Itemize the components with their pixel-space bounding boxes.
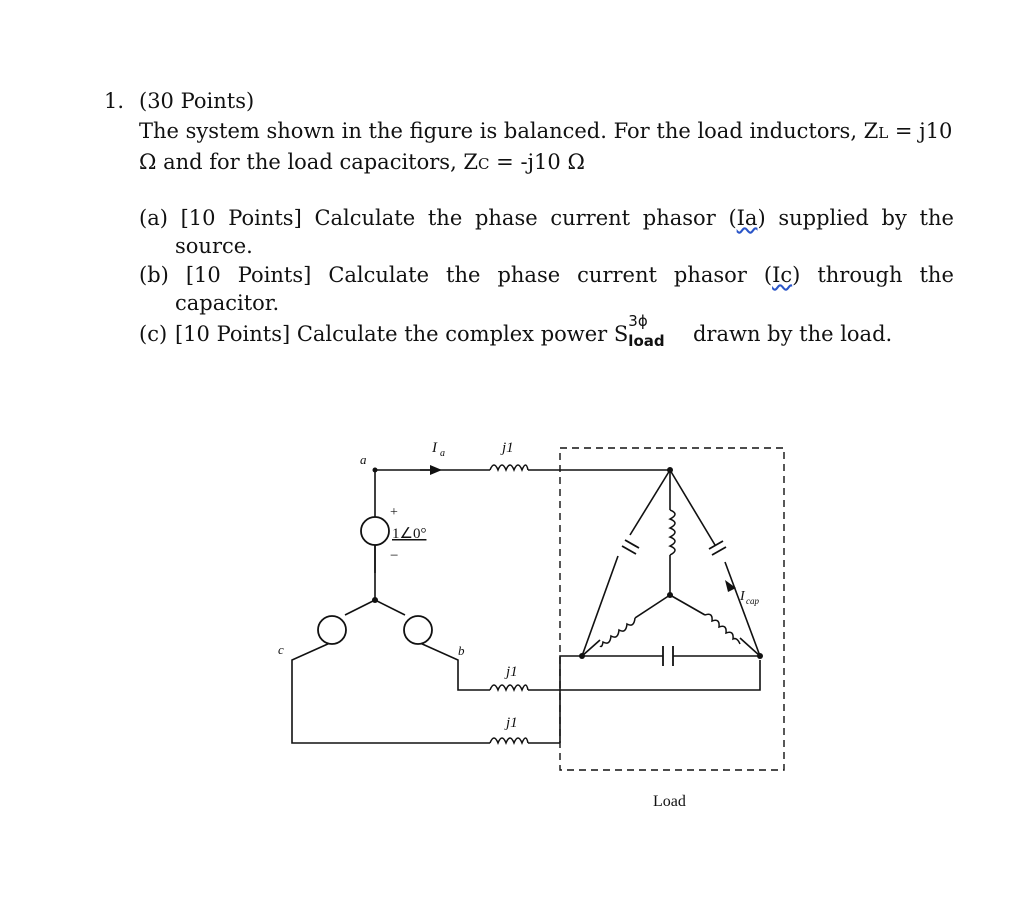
part-b-word: Points] [237, 263, 312, 287]
source-plus: + [390, 505, 398, 520]
line-inductors [490, 465, 528, 743]
part-b-word: the [919, 263, 954, 287]
wye-left [635, 595, 670, 618]
line-impedance-label-c: j1 [506, 715, 518, 731]
paren-open: ( [763, 263, 773, 287]
node-a-dot [373, 468, 378, 473]
wire-source-b [375, 600, 405, 615]
part-a-word: supplied [778, 206, 869, 230]
inductor-b-icon [490, 685, 528, 690]
question-points: (30 Points) [139, 89, 255, 113]
load-top-dot [667, 467, 673, 473]
complex-power-subscript: load [628, 332, 665, 350]
zl-subscript: L [878, 124, 889, 142]
part-b-word: phasor [673, 263, 747, 287]
cap-left-plate-1 [622, 546, 636, 554]
part-a-word: Points] [228, 206, 302, 230]
complex-power-scripts [628, 312, 686, 350]
wire-c-corner [560, 656, 582, 743]
part-b-line-1 [139, 261, 954, 289]
statement-text-3: = -j10 Ω [489, 150, 585, 174]
load-inductor-right-icon [705, 614, 740, 644]
problem-statement [139, 117, 959, 179]
load-boundary [560, 448, 784, 770]
part-a-phasor: Ia [736, 206, 758, 230]
cap-right-plate-1 [709, 541, 723, 549]
part-a-continuation: source. [175, 234, 253, 258]
part-b-word: current [577, 263, 657, 287]
part-c [139, 312, 954, 350]
part-a-word: the [427, 206, 463, 230]
part-b-word: phase [497, 263, 561, 287]
current-arrow-icon [430, 465, 442, 475]
wire-b-to-load [528, 660, 760, 690]
cap-current-label: I [740, 589, 745, 604]
part-a-word: current [550, 206, 631, 230]
wire-c-line [292, 643, 490, 743]
wires [292, 470, 760, 743]
delta-right-upper [670, 470, 715, 545]
part-b-phasor-group [764, 261, 800, 289]
load-right-dot [757, 653, 763, 659]
wye-right [670, 595, 705, 615]
part-b-word: the [446, 263, 481, 287]
part-b-continuation: capacitor. [175, 291, 280, 315]
source-c-icon [318, 616, 346, 644]
load-neutral-dot [667, 592, 673, 598]
current-subscript: a [440, 448, 445, 459]
part-a-line-1 [139, 204, 954, 232]
load-left-dot [579, 653, 585, 659]
line-impedance-label-b: j1 [506, 664, 518, 680]
source-voltage: 1∠0° [392, 526, 427, 542]
current-arrow [420, 465, 442, 475]
node-c-label: c [278, 642, 284, 657]
statement-text-1: The system shown in the figure is balanced. For the load inductors, Z [139, 119, 879, 143]
part-b [139, 261, 954, 317]
source-a-icon [361, 517, 389, 545]
part-b-word: [10 [185, 263, 221, 287]
question-number: 1. [104, 89, 125, 113]
source-b-icon [404, 616, 432, 644]
part-a-word: phase [474, 206, 538, 230]
load-capacitors [622, 540, 726, 666]
part-a-label: (a) [139, 206, 168, 230]
inductor-c-icon [490, 738, 528, 743]
part-a [139, 204, 954, 260]
part-a-word: by [881, 206, 907, 230]
wire-b-line [420, 643, 490, 690]
part-c-label: (c) [139, 322, 168, 346]
load-inductor-top-icon [670, 510, 675, 555]
current-label: I [432, 440, 437, 456]
cap-left-plate-2 [625, 540, 639, 548]
part-a-word: the [919, 206, 954, 230]
part-c-text-1: [10 Points] Calculate the complex power S [175, 322, 629, 346]
part-b-label: (b) [139, 263, 169, 287]
cap-right-plate-2 [712, 547, 726, 555]
paren-open: ( [728, 206, 737, 230]
node-a-label: a [360, 452, 367, 467]
part-a-phasor-group [728, 204, 765, 232]
paren-close: ) [757, 206, 766, 230]
node-b-label: b [458, 643, 465, 658]
source-neutral-dot [372, 597, 378, 603]
part-b-word: Calculate [328, 263, 430, 287]
part-b-phasor: Ic [772, 263, 793, 287]
source-minus: − [390, 548, 399, 564]
load-inductor-left-icon [600, 618, 635, 647]
wire-source-c [345, 600, 375, 615]
delta-left-upper [630, 470, 670, 535]
cap-current-subscript: cap [746, 596, 759, 606]
inductor-a-icon [490, 465, 528, 470]
delta-right-lower [725, 562, 760, 656]
part-b-word: through [817, 263, 903, 287]
part-a-word: [10 [180, 206, 216, 230]
statement-text-2: = j10 Ω and for the load capacitors, Z [139, 119, 953, 174]
part-a-word: Calculate [314, 206, 416, 230]
zc-subscript: C [478, 155, 490, 173]
circuit-diagram [270, 430, 800, 830]
load-label: Load [653, 793, 686, 810]
complex-power-superscript: 3ϕ [628, 312, 648, 330]
paren-close: ) [792, 263, 801, 287]
part-c-text-2: drawn by the load. [686, 322, 893, 346]
line-impedance-label-a: j1 [502, 440, 514, 456]
part-a-word: phasor [642, 206, 716, 230]
